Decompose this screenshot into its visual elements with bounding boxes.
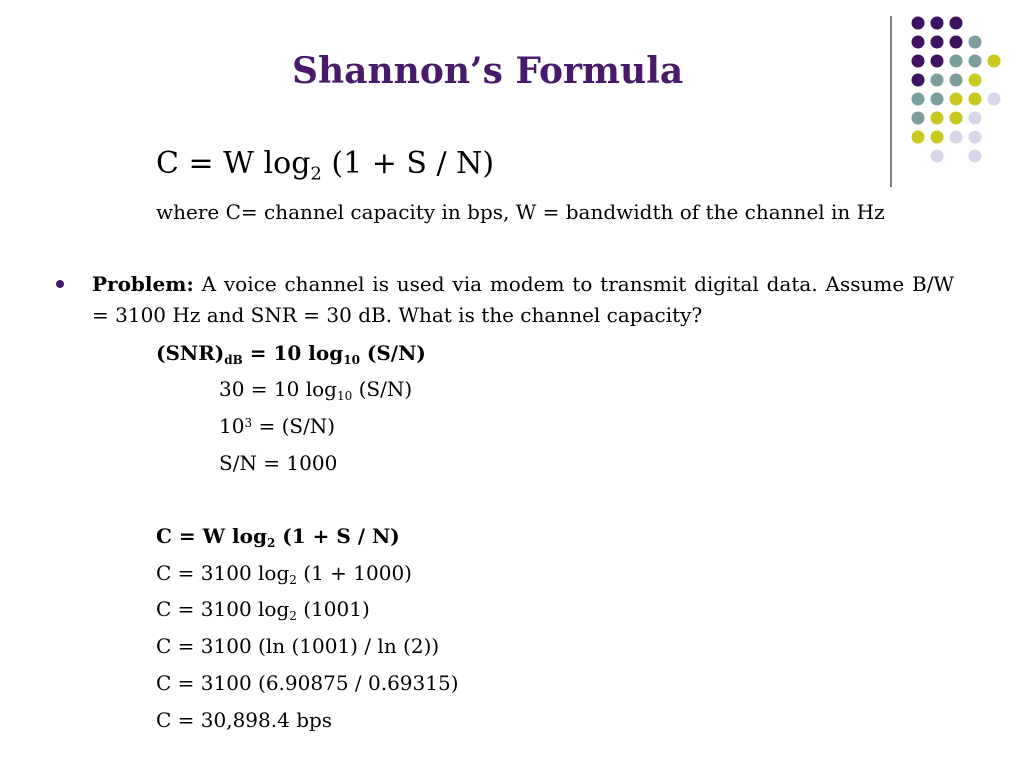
capacity-result: C = 30,898.4 bps — [156, 708, 333, 732]
snr-step-2: 30 = 10 $\log_{10} (S/N)$ — [219, 377, 413, 404]
snr-step-1: $(SNR)_{dB} = 10$ $\log_{10} (S/N)$ — [156, 341, 426, 368]
capacity-step-3: C = 3100 $\log_2 (1001)$ — [156, 597, 370, 624]
problem-text: A voice channel is used via modem to transmit digital data. Assume B/W = 3100 Hz and SNR = 30 dB. What is the channel capacity? — [92, 272, 954, 327]
formula-definition: where C= channel capacity in bps, W = bandwidth of the channel in Hz — [156, 200, 885, 224]
snr-step-3: $10^3 = (S/N)$ — [219, 414, 336, 438]
capacity-step-2: C = 3100 $\log_2 (1 + 1000)$ — [156, 561, 412, 588]
bullet-icon — [56, 280, 64, 288]
problem-label: Problem: — [92, 272, 194, 296]
capacity-step-5: C = 3100 (6.90875 / 0.69315) — [156, 671, 459, 695]
capacity-step-4: C = 3100 (ln (1001) / ln (2)) — [156, 634, 440, 658]
snr-step-4: S/N = 1000 — [219, 451, 338, 475]
capacity-step-1: C = W $\log_2 (1 + S / N)$ — [156, 524, 400, 551]
shannon-formula: C = W $\log_2 (1 + S / N)$ — [156, 146, 495, 185]
slide-title: Shannon’s Formula — [292, 50, 684, 92]
problem-statement — [92, 269, 954, 331]
decorative-dot-grid — [890, 12, 1010, 192]
